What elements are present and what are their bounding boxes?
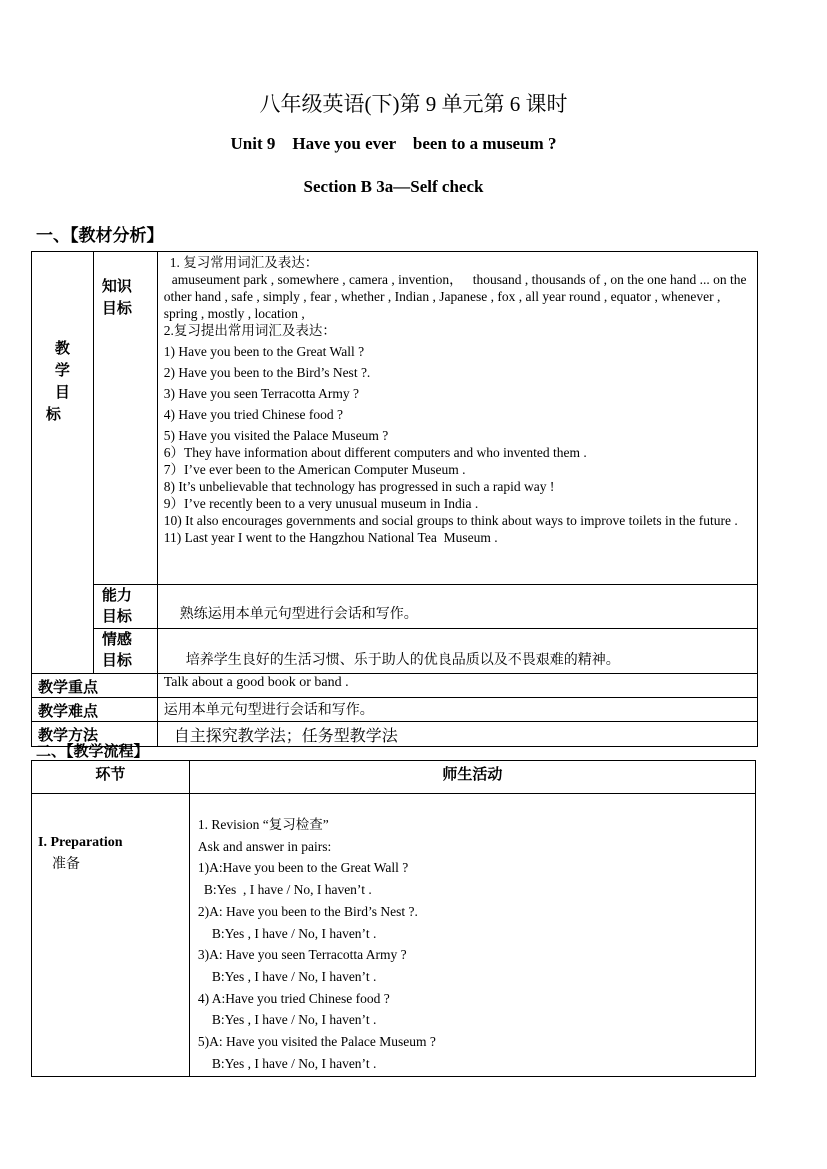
sentence: 9）I’ve recently been to a very unusual museum in India . [163,496,479,511]
emotion-content [157,629,757,674]
key-point-text: Talk about a good book or band . [157,674,757,698]
goals-label-char: 教 [54,341,70,357]
emotion-label: 目标 [101,653,132,669]
goals-label-char: 学 [54,363,70,379]
dialog-question: 4) A:Have you tried Chinese food ? [197,990,390,1006]
dialog-answer: B:Yes , I have / No, I haven’t . [203,882,372,898]
ability-label-cell [93,585,157,629]
sentence: 1) Have you been to the Great Wall ? [163,344,365,359]
goals-label-char: 标 [45,407,61,423]
analysis-table [31,251,758,747]
sentence: 5) Have you visited the Palace Museum ? [163,428,389,443]
knowledge-item2-title: 2.复习提出常用词汇及表达： [163,323,336,338]
sentence: 4) Have you tried Chinese food ? [163,407,343,422]
section-heading-flow: 二、【教学流程】 [36,744,149,760]
dialog-question: 3)A: Have you seen Terracotta Army ? [197,947,407,963]
key-point-label: 教学重点 [32,674,158,698]
sentence: 2) Have you been to the Bird’s Nest ?. [163,365,371,380]
knowledge-label: 知识 [101,279,132,295]
knowledge-label-cell [93,252,157,585]
sentence: 11) Last year I went to the Hangzhou National Tea Museum . [163,530,498,545]
dialog-answer: B:Yes , I have / No, I haven’t . [211,1055,377,1071]
difficulty-text: 运用本单元句型进行会话和写作。 [157,698,757,722]
dialog-answer: B:Yes , I have / No, I haven’t . [211,968,377,984]
ability-content [157,585,757,629]
dialog-answer: B:Yes , I have / No, I haven’t . [211,1012,377,1028]
difficulty-label: 教学难点 [32,698,158,722]
method-label: 教学方法 [32,722,158,747]
goals-label-char: 目 [54,385,70,401]
sentence: 8) It’s unbelievable that technology has progressed in such a rapid way ! [163,479,555,494]
ability-label: 能力 [101,588,132,604]
page-title: 八年级英语(下)第 9 单元第 6 课时 [259,92,568,116]
dialog-question: 5)A: Have you visited the Palace Museum ? [197,1034,436,1050]
method-text: 自主探究教学法；任务型教学法 [157,722,757,747]
sentence: 3) Have you seen Terracotta Army ? [163,386,359,401]
ability-label: 目标 [101,609,132,625]
goals-label-cell [32,252,94,674]
sentence: 6）They have information about different computers and who invented them . [163,445,587,460]
flow-table [31,760,756,1077]
emotion-label: 情感 [101,632,132,648]
emotion-label-cell [93,629,157,674]
sentence: 10) It also encourages governments and social groups to think about ways to improve toilets in the future . [163,513,738,528]
activity-cell [189,794,755,1077]
col-stage-header: 环节 [32,761,190,794]
unit-title: Unit 9 Have you ever been to a museum ? [230,134,557,153]
knowledge-item1-title: 1. 复习常用词汇及表达： [169,255,319,270]
instruction: Ask and answer in pairs: [197,838,332,854]
knowledge-content [157,252,757,585]
revision-title: 1. Revision “复习检查” [197,817,329,832]
section-heading-analysis: 一、【教材分析】 [36,226,164,245]
stage-en: I. Preparation [38,835,123,850]
stage-cell [32,794,190,1077]
dialog-answer: B:Yes , I have / No, I haven’t . [211,925,377,941]
section-title: Section B 3a—Self check [303,177,484,196]
sentence: 7）I’ve ever been to the American Computer Museum . [163,462,466,477]
dialog-question: 1)A:Have you been to the Great Wall ? [197,860,409,876]
dialog-question: 2)A: Have you been to the Bird’s Nest ?. [197,903,418,919]
emotion-text: 培养学生良好的生活习惯、乐于助人的优良品质以及不畏艰难的精神。 [185,653,620,668]
knowledge-label: 目标 [101,301,132,317]
vocab-list: amuseument park , somewhere , camera , invention， thousand , thousands of , on the one hand ... on the other hand , safe , simply , fear , whether , Indian , Japanese , fox , all year round , equator , whenever , spring , mostly , location , [163,272,750,321]
stage-cn: 准备 [52,857,80,872]
ability-text: 熟练运用本单元句型进行会话和写作。 [179,607,418,622]
col-activity-header: 师生活动 [189,761,755,794]
